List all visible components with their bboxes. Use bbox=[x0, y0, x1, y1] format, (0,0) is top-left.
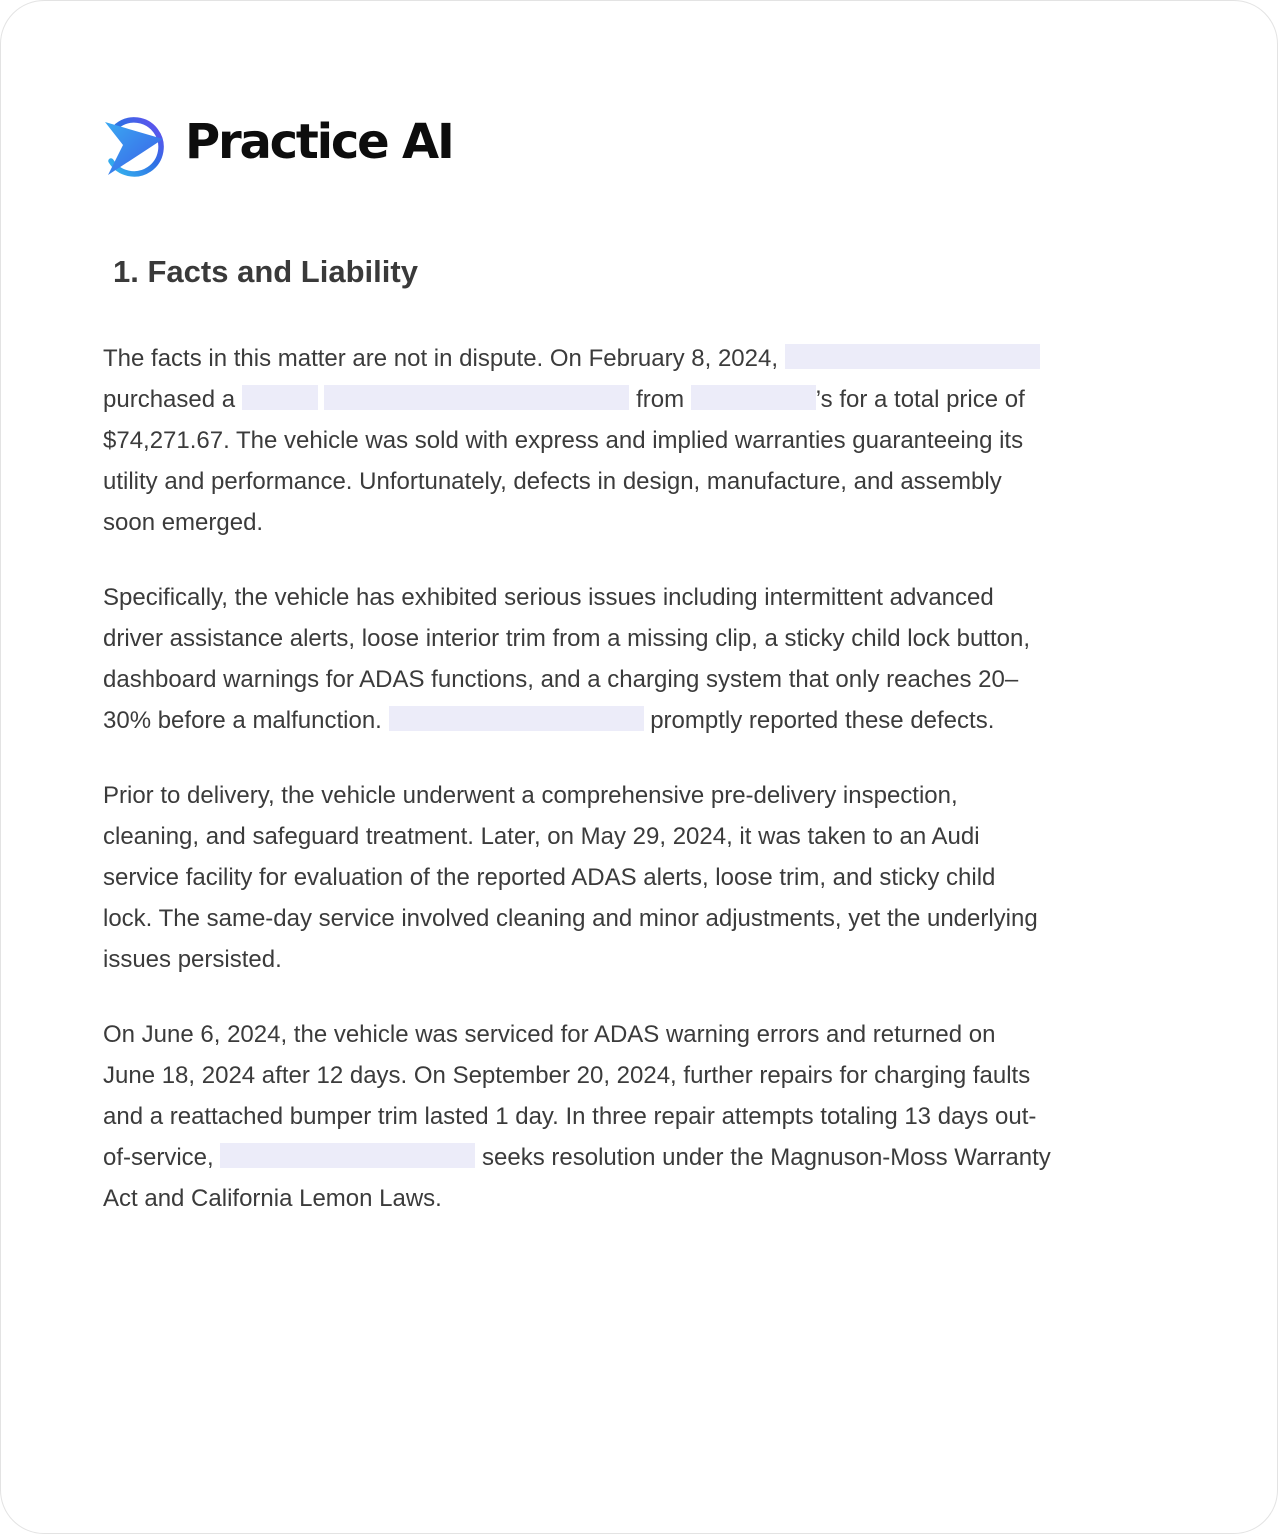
text-run: Specifically, the vehicle has exhibited serious issues including intermittent advanced bbox=[103, 584, 994, 611]
paragraph bbox=[103, 338, 1183, 543]
redacted-text bbox=[220, 1143, 475, 1168]
redacted-text bbox=[242, 385, 318, 410]
redacted-text bbox=[785, 344, 1040, 369]
text-run: utility and performance. Unfortunately, defects in design, manufacture, and assembly bbox=[103, 468, 1002, 495]
text-run: The facts in this matter are not in dispute. On February 8, 2024, bbox=[103, 345, 779, 372]
redacted-text bbox=[691, 385, 816, 410]
text-run: promptly reported these defects. bbox=[650, 707, 995, 734]
text-run: service facility for evaluation of the reported ADAS alerts, loose trim, and sticky child bbox=[103, 864, 996, 891]
text-run: ’s for a total price of bbox=[815, 386, 1025, 413]
text-run: soon emerged. bbox=[103, 509, 264, 536]
section-number: 1. bbox=[113, 254, 139, 289]
text-run: cleaning, and safeguard treatment. Later, on May 29, 2024, it was taken to an Audi bbox=[103, 823, 980, 850]
text-run: issues persisted. bbox=[103, 946, 282, 973]
text-run: seeks resolution under the Magnuson-Moss Warranty bbox=[482, 1144, 1051, 1171]
section-title-text: Facts and Liability bbox=[147, 254, 418, 289]
text-run: purchased a bbox=[103, 386, 236, 413]
redacted-text bbox=[324, 385, 629, 410]
text-run: On June 6, 2024, the vehicle was serviced for ADAS warning errors and returned on bbox=[103, 1021, 996, 1048]
section-heading bbox=[113, 251, 418, 293]
text-run: 30% before a malfunction. bbox=[103, 707, 382, 734]
text-run: Act and California Lemon Laws. bbox=[103, 1185, 442, 1212]
text-run: from bbox=[636, 386, 685, 413]
text-run: Prior to delivery, the vehicle underwent a comprehensive pre-delivery inspection, bbox=[103, 782, 958, 809]
paragraph bbox=[103, 577, 1183, 741]
text-run: $74,271.67. The vehicle was sold with express and implied warranties guaranteeing its bbox=[103, 427, 1024, 454]
paragraph bbox=[103, 1014, 1183, 1219]
document-body bbox=[103, 338, 1183, 1253]
text-run: dashboard warnings for ADAS functions, and a charging system that only reaches 20– bbox=[103, 666, 1019, 693]
brand-name: Practice AI bbox=[185, 114, 453, 170]
practice-ai-logo bbox=[103, 107, 453, 177]
paragraph bbox=[103, 775, 1183, 980]
text-run: June 18, 2024 after 12 days. On September 20, 2024, further repairs for charging faults bbox=[103, 1062, 1031, 1089]
text-run: of-service, bbox=[103, 1144, 214, 1171]
play-arrow-logo-icon bbox=[103, 107, 173, 177]
redacted-text bbox=[389, 706, 644, 731]
text-run: and a reattached bumper trim lasted 1 day. In three repair attempts totaling 13 days out- bbox=[103, 1103, 1037, 1130]
text-run: driver assistance alerts, loose interior trim from a missing clip, a sticky child lock button, bbox=[103, 625, 1030, 652]
text-run: lock. The same-day service involved cleaning and minor adjustments, yet the underlying bbox=[103, 905, 1038, 932]
